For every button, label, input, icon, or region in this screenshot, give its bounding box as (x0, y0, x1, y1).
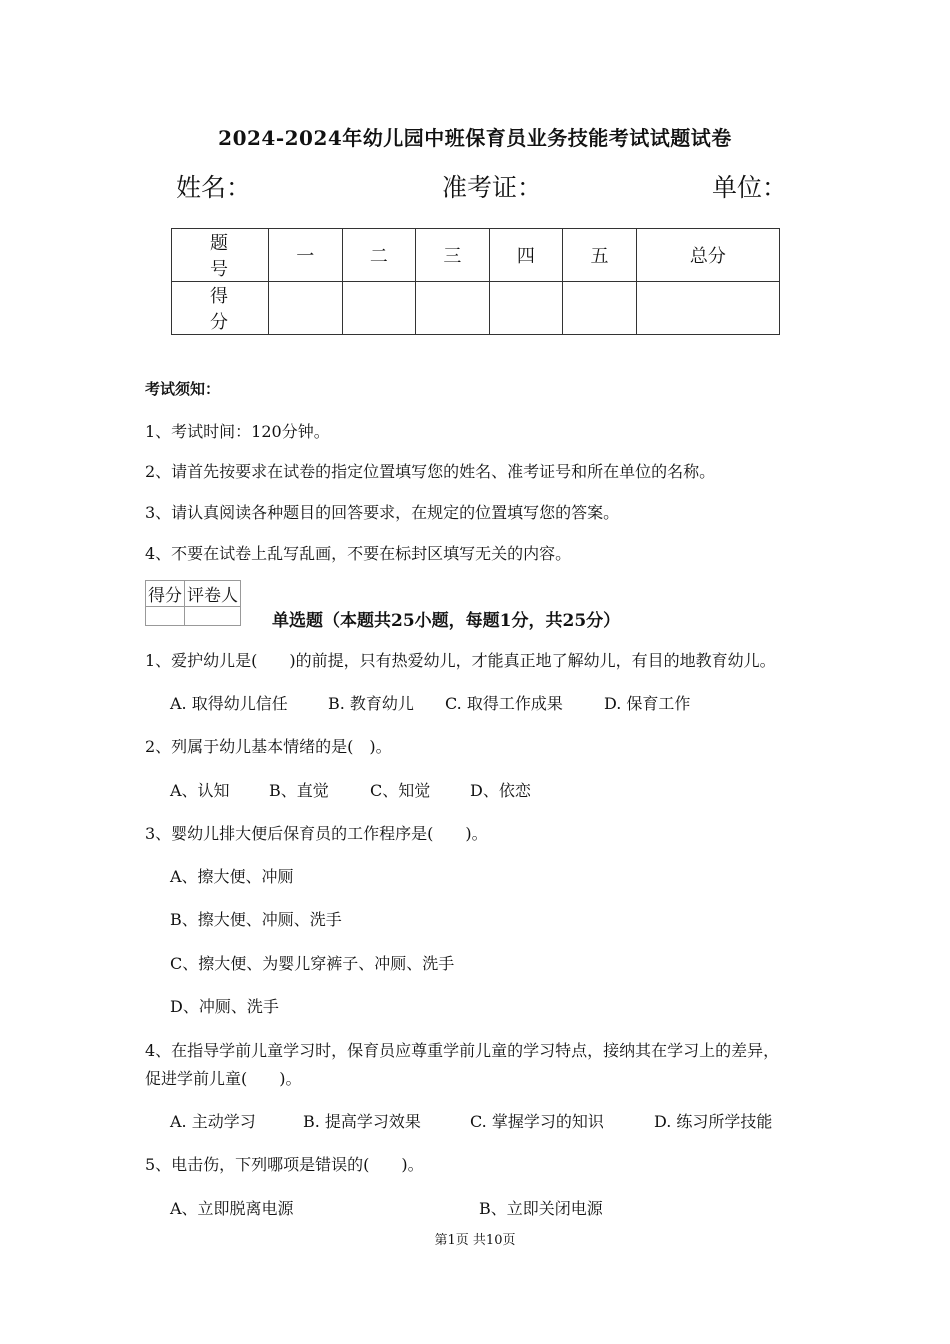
score-table-cell: 五 (563, 229, 637, 282)
grader-table (145, 580, 241, 626)
score-input-cell[interactable] (489, 282, 563, 335)
grader-name-label: 评卷人 (185, 581, 241, 607)
question-option: A、认知 (170, 781, 230, 800)
question-option: B. 提高学习效果 (303, 1112, 421, 1131)
notice-title: 考试须知： (145, 380, 221, 398)
question-option: B、立即关闭电源 (479, 1199, 603, 1218)
exam-id-label: 准考证： (442, 173, 543, 202)
page-title: 2024-2024年幼儿园中班保育员业务技能考试试题试卷 (218, 126, 732, 150)
score-table-cell: 一 (269, 229, 343, 282)
score-input-cell[interactable] (563, 282, 637, 335)
question-option: D. 保育工作 (604, 694, 691, 713)
question-option: A、擦大便、冲厕 (170, 867, 294, 886)
unit-label: 单位： (712, 173, 788, 202)
question-option: C、知觉 (370, 781, 431, 800)
score-table-cell: 四 (489, 229, 563, 282)
score-table-cell: 二 (342, 229, 416, 282)
question-option: D、冲厕、洗手 (170, 997, 279, 1016)
grader-score-label: 得分 (146, 581, 185, 607)
notice-item: 3、请认真阅读各种题目的回答要求，在规定的位置填写您的答案。 (145, 503, 620, 522)
question-option: A. 主动学习 (170, 1112, 256, 1131)
question-stem: 4、在指导学前儿童学习时，保育员应尊重学前儿童的学习特点，接纳其在学习上的差异， (145, 1041, 780, 1060)
notice-item: 1、考试时间：120分钟。 (145, 422, 330, 441)
name-label: 姓名： (176, 173, 252, 202)
question-option: A. 取得幼儿信任 (170, 694, 288, 713)
question-option: C. 掌握学习的知识 (470, 1112, 604, 1131)
question-option: B、擦大便、冲厕、洗手 (170, 910, 342, 929)
score-input-cell[interactable] (416, 282, 490, 335)
score-table-score-row (172, 282, 780, 335)
question-option: D. 练习所学技能 (654, 1112, 773, 1131)
score-input-cell[interactable] (636, 282, 779, 335)
score-table-cell: 得 分 (172, 282, 269, 335)
score-table-cell: 总分 (636, 229, 779, 282)
page-footer: 第1页 共10页 (434, 1233, 516, 1248)
score-table-cell: 题 号 (172, 229, 269, 282)
question-stem: 5、电击伤，下列哪项是错误的( )。 (145, 1155, 424, 1174)
score-input-cell[interactable] (342, 282, 416, 335)
question-option: C. 取得工作成果 (445, 694, 563, 713)
question-option: B. 教育幼儿 (328, 694, 414, 713)
score-input-cell[interactable] (269, 282, 343, 335)
grader-score-cell[interactable] (146, 607, 185, 626)
notice-item: 2、请首先按要求在试卷的指定位置填写您的姓名、准考证号和所在单位的名称。 (145, 462, 716, 481)
question-stem: 3、婴幼儿排大便后保育员的工作程序是( )。 (145, 824, 488, 843)
question-stem-continued: 促进学前儿童( )。 (145, 1069, 302, 1088)
section-title: 单选题（本题共25小题，每题1分，共25分） (272, 611, 621, 631)
question-option: D、依恋 (470, 781, 531, 800)
score-table-header-row (172, 229, 780, 282)
grader-name-cell[interactable] (185, 607, 241, 626)
question-option: A、立即脱离电源 (170, 1199, 294, 1218)
notice-item: 4、不要在试卷上乱写乱画，不要在标封区填写无关的内容。 (145, 544, 572, 563)
question-stem: 2、列属于幼儿基本情绪的是( )。 (145, 737, 392, 756)
score-table-cell: 三 (416, 229, 490, 282)
question-stem: 1、爱护幼儿是( )的前提，只有热爱幼儿，才能真正地了解幼儿，有目的地教育幼儿。 (145, 651, 776, 670)
score-table (171, 228, 780, 335)
question-option: B、直觉 (269, 781, 329, 800)
question-option: C、擦大便、为婴儿穿裤子、冲厕、洗手 (170, 954, 455, 973)
